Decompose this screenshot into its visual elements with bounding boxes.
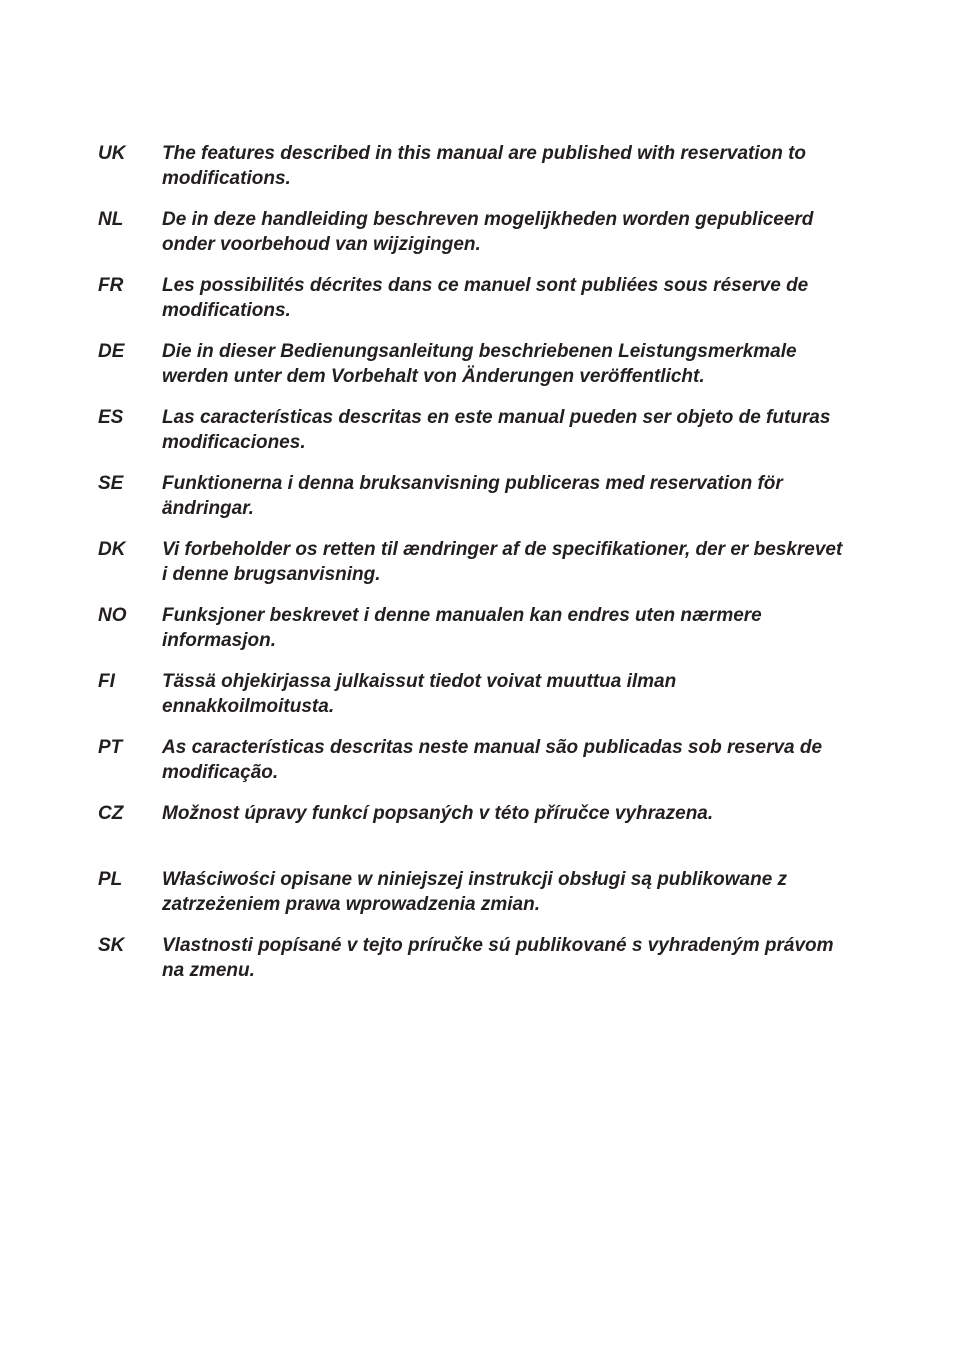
notice-text: As características descritas neste manual são publicadas sob reserva de modificação. xyxy=(162,737,823,783)
notice-text: Las características descritas en este manual pueden ser objeto de futuras modificaciones. xyxy=(162,407,831,453)
language-code: ES xyxy=(98,407,124,428)
language-code: CZ xyxy=(98,803,124,824)
notice-pt xyxy=(98,735,898,801)
notice-de xyxy=(98,339,898,405)
notice-uk xyxy=(98,141,898,207)
notice-text: Właściwości opisane w niniejszej instrukcji obsługi są publikowane z zatrzeżeniem prawa wprowadzenia zmian. xyxy=(162,869,788,915)
notice-text: Les possibilités décrites dans ce manuel sont publiées sous réserve de modifications. xyxy=(162,275,809,321)
language-code: SK xyxy=(98,935,125,956)
notice-nl xyxy=(98,207,898,273)
notice-cz xyxy=(98,801,898,867)
language-code: DK xyxy=(98,539,126,560)
language-code: PL xyxy=(98,869,123,890)
language-code: NL xyxy=(98,209,124,230)
notice-sk xyxy=(98,933,898,999)
language-code: NO xyxy=(98,605,127,626)
language-code: SE xyxy=(98,473,124,494)
notice-text: Tässä ohjekirjassa julkaissut tiedot voivat muuttua ilman ennakkoilmoitusta. xyxy=(162,671,677,717)
language-code: FI xyxy=(98,671,115,692)
notice-text: Možnost úpravy funkcí popsaných v této příručce vyhrazena. xyxy=(162,803,714,824)
notice-dk xyxy=(98,537,898,603)
notice-text: Vi forbeholder os retten til ændringer af de specifikationer, der er beskrevet i denne brugsanvisning. xyxy=(162,539,843,585)
language-code: DE xyxy=(98,341,125,362)
modification-notice-list xyxy=(98,141,898,999)
notice-text: The features described in this manual are published with reservation to modifications. xyxy=(162,143,807,189)
notice-text: Die in dieser Bedienungsanleitung beschriebenen Leistungsmerkmale werden unter dem Vorbehalt von Änderungen veröffentlicht. xyxy=(162,341,797,387)
notice-text: Vlastnosti popísané v tejto príručke sú publikované s vyhradeným právom na zmenu. xyxy=(162,935,834,981)
notice-se xyxy=(98,471,898,537)
notice-fr xyxy=(98,273,898,339)
notice-es xyxy=(98,405,898,471)
language-code: UK xyxy=(98,143,126,164)
notice-text: Funksjoner beskrevet i denne manualen kan endres uten nærmere informasjon. xyxy=(162,605,762,651)
notice-fi xyxy=(98,669,898,735)
notice-pl xyxy=(98,867,898,933)
notice-text: Funktionerna i denna bruksanvisning publiceras med reservation för ändringar. xyxy=(162,473,783,519)
notice-text: De in deze handleiding beschreven mogelijkheden worden gepubliceerd onder voorbehoud van wijzigingen. xyxy=(162,209,814,255)
notice-no xyxy=(98,603,898,669)
language-code: FR xyxy=(98,275,124,296)
language-code: PT xyxy=(98,737,123,758)
